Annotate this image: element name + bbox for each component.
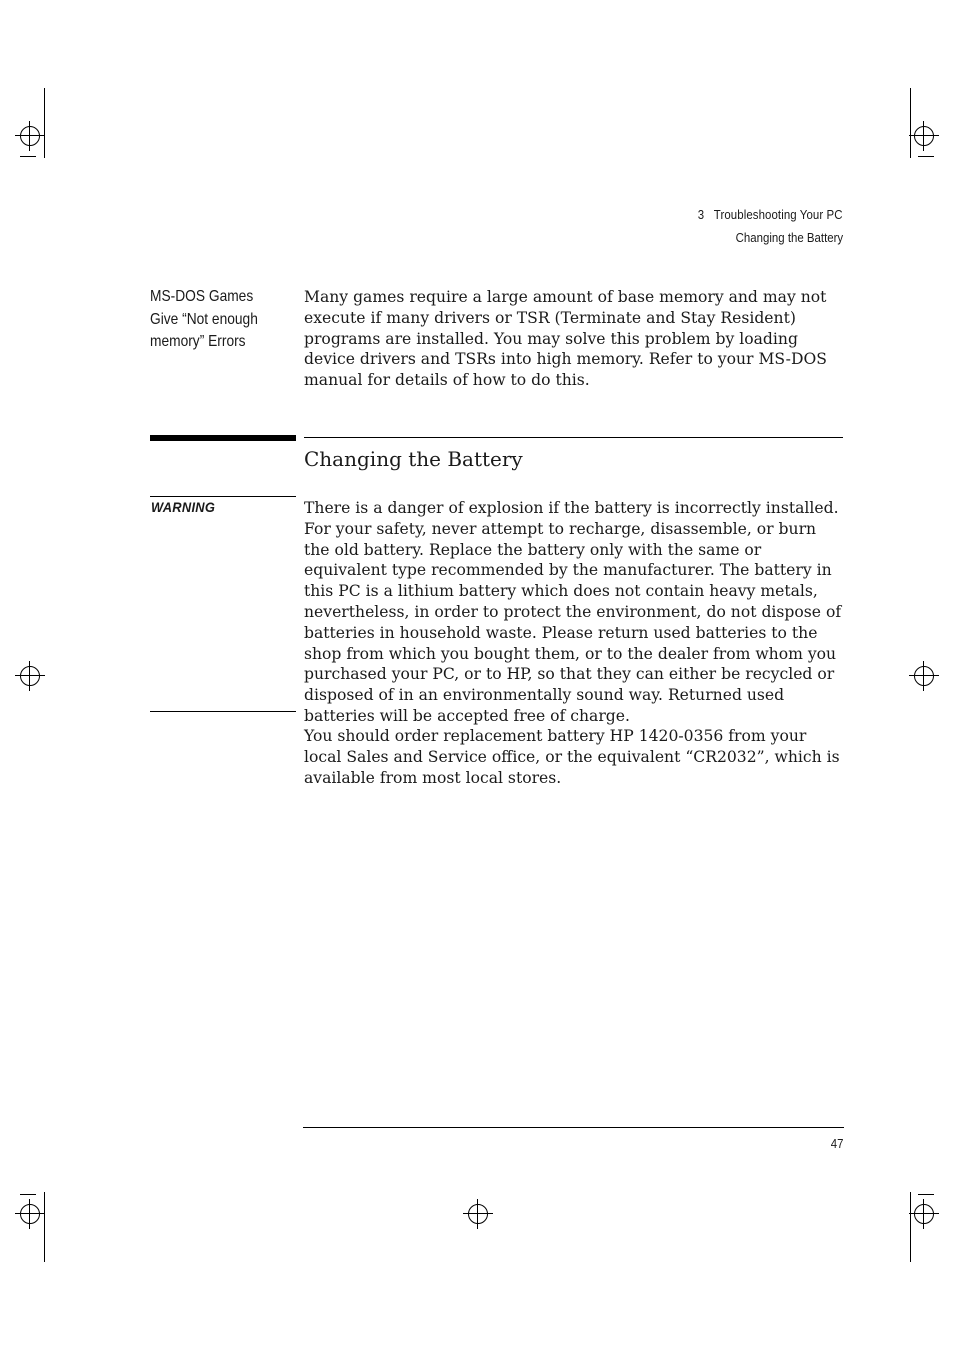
crop-mark-bottom-left-horizontal — [20, 1194, 36, 1195]
registration-mark-mid-right — [914, 666, 934, 686]
crop-mark-bottom-left-vertical — [44, 1192, 45, 1262]
warning-text: There is a danger of explosion if the battery is incorrectly installed. For your safety, never attempt to recharge, disassemble, or burn the old battery. Replace the battery only with the same or equivalent type recommended by the manufacturer. The battery in this PC is a lithium battery which does not contain heavy metals, nevertheless, in order to protect the environment, do not dispose of batteries in household waste. Please return used batteries to the shop from which you bought them, or to the dealer from whom you purchased your PC, or to HP, so that they can either be recycled or disposed of in an environmentally sound way. Returned used batteries will be accepted free of charge. — [304, 499, 842, 725]
warning-label: WARNING — [151, 499, 216, 515]
running-header-section: Changing the Battery — [735, 230, 843, 245]
warning-bottom-rule — [150, 711, 296, 712]
section-marker-bar — [150, 435, 296, 441]
running-header-chapter: 3 Troubleshooting Your PC — [698, 207, 843, 222]
registration-mark-top-right — [914, 126, 934, 146]
crop-mark-top-right-vertical — [910, 88, 911, 158]
warning-top-rule — [150, 496, 296, 497]
battery-order-text: You should order replacement battery HP 1420-0356 from your local Sales and Service office, or the equivalent “CR2032”, which is available from most local stores. — [304, 727, 840, 787]
crop-mark-top-left-horizontal — [20, 156, 36, 157]
registration-mark-top-left — [20, 126, 40, 146]
msdos-games-text: Many games require a large amount of base memory and may not execute if many drivers or TSR (Terminate and Stay Resident) programs are installed. You may solve this problem by loading device drivers and TSRs into high memory. Refer to your MS-DOS manual for details of how to do this. — [304, 288, 827, 390]
crop-mark-top-right-horizontal — [918, 156, 934, 157]
registration-mark-bottom-left — [20, 1204, 40, 1224]
registration-mark-bottom-center — [468, 1204, 488, 1224]
page-number: 47 — [830, 1136, 843, 1151]
crop-mark-bottom-right-horizontal — [918, 1194, 934, 1195]
section-heading: Changing the Battery — [304, 447, 523, 471]
crop-mark-top-left-vertical — [44, 88, 45, 158]
registration-mark-mid-left — [20, 666, 40, 686]
footer-rule — [303, 1127, 844, 1128]
msdos-games-label: MS-DOS Games Give “Not enough memory” Errors — [150, 288, 258, 350]
section-rule — [304, 437, 843, 438]
registration-mark-bottom-right — [914, 1204, 934, 1224]
crop-mark-bottom-right-vertical — [910, 1192, 911, 1262]
